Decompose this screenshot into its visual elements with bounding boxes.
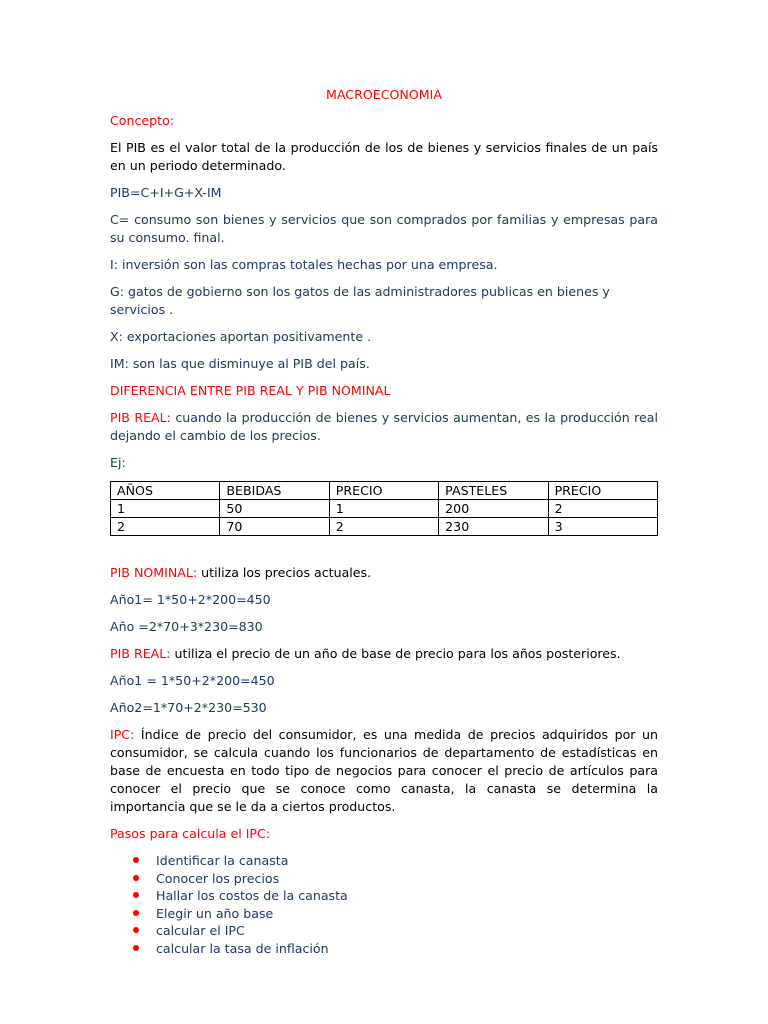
prices-table — [110, 481, 658, 536]
table-cell: 70 — [220, 518, 329, 536]
table-cell: 2 — [111, 518, 220, 536]
component-im: IM: son las que disminuye al PIB del país. — [110, 356, 370, 371]
example-label: Ej: — [110, 455, 126, 470]
bullet-icon — [133, 910, 139, 916]
table-header-row — [111, 482, 658, 500]
pib-real-text: utiliza el precio de un año de base de precio para los años posteriores. — [170, 646, 621, 661]
table-cell: 1 — [111, 500, 220, 518]
list-item: Elegir un año base — [110, 905, 658, 923]
table-cell: 2 — [329, 518, 438, 536]
table-row — [111, 500, 658, 518]
list-item: calcular la tasa de inflación — [110, 940, 658, 958]
table-cell: 3 — [548, 518, 657, 536]
table-header-cell: BEBIDAS — [220, 482, 329, 500]
pib-nominal-line — [110, 564, 658, 582]
difference-heading: DIFERENCIA ENTRE PIB REAL Y PIB NOMINAL — [110, 383, 391, 398]
pib-real-line — [110, 645, 658, 663]
pib-formula: PIB=C+I+G+X-IM — [110, 185, 222, 200]
bullet-icon — [133, 927, 139, 933]
ipc-label: IPC: — [110, 727, 135, 742]
table-cell: 200 — [439, 500, 548, 518]
bullet-icon — [133, 875, 139, 881]
bullet-icon — [133, 892, 139, 898]
pib-real-intro-text: cuando la producción de bienes y servicios aumentan, es la producción real dejando el cambio de los precios. — [110, 410, 658, 443]
bullet-icon — [133, 945, 139, 951]
concepto-heading: Concepto: — [110, 113, 175, 128]
table-row — [111, 518, 658, 536]
table-header-cell: PRECIO — [329, 482, 438, 500]
steps-list — [110, 852, 658, 958]
component-x: X: exportaciones aportan positivamente . — [110, 329, 372, 344]
component-c: C= consumo son bienes y servicios que son comprados por familias y empresas para su consumo. final. — [110, 212, 658, 245]
pib-real-calc-2: Año2=1*70+2*230=530 — [110, 700, 267, 715]
pib-nominal-label: PIB NOMINAL: — [110, 565, 198, 580]
pib-definition: El PIB es el valor total de la producción de los de bienes y servicios finales de un país en un periodo determinado. — [110, 140, 658, 173]
bullet-icon — [133, 857, 139, 863]
list-item: Conocer los precios — [110, 870, 658, 888]
document-body — [110, 86, 658, 958]
list-item: calcular el IPC — [110, 922, 658, 940]
pib-nominal-calc-1: Año1= 1*50+2*200=450 — [110, 592, 271, 607]
steps-heading: Pasos para calcula el IPC: — [110, 826, 271, 841]
component-g: G: gatos de gobierno son los gatos de las administradores publicas en bienes y servicios . — [110, 284, 610, 317]
pib-real-calc-1: Año1 = 1*50+2*200=450 — [110, 673, 275, 688]
pib-real-intro-label: PIB REAL: — [110, 410, 171, 425]
list-item: Hallar los costos de la canasta — [110, 887, 658, 905]
document-title: MACROECONOMIA — [326, 87, 442, 102]
table-header-cell: AÑOS — [111, 482, 220, 500]
table-cell: 50 — [220, 500, 329, 518]
table-cell: 2 — [548, 500, 657, 518]
pib-real-intro — [110, 409, 658, 445]
ipc-paragraph — [110, 726, 658, 816]
pib-nominal-text: utiliza los precios actuales. — [197, 565, 372, 580]
table-cell: 230 — [439, 518, 548, 536]
table-header-cell: PASTELES — [439, 482, 548, 500]
pib-nominal-calc-2: Año =2*70+3*230=830 — [110, 619, 263, 634]
table-header-cell: PRECIO — [548, 482, 657, 500]
pib-real-label: PIB REAL: — [110, 646, 171, 661]
table-cell: 1 — [329, 500, 438, 518]
component-i: I: inversión son las compras totales hechas por una empresa. — [110, 257, 498, 272]
list-item: Identificar la canasta — [110, 852, 658, 870]
ipc-text: Índice de precio del consumidor, es una medida de precios adquiridos por un consumidor, se calcula cuando los funcionarios de departamento de estadísticas en base de encuesta en todo tipo de negocios para conocer el precio de artículos para conocer el precio que se conoce como canasta, la canasta se determina la importancia que se le da a ciertos productos. — [110, 727, 658, 814]
